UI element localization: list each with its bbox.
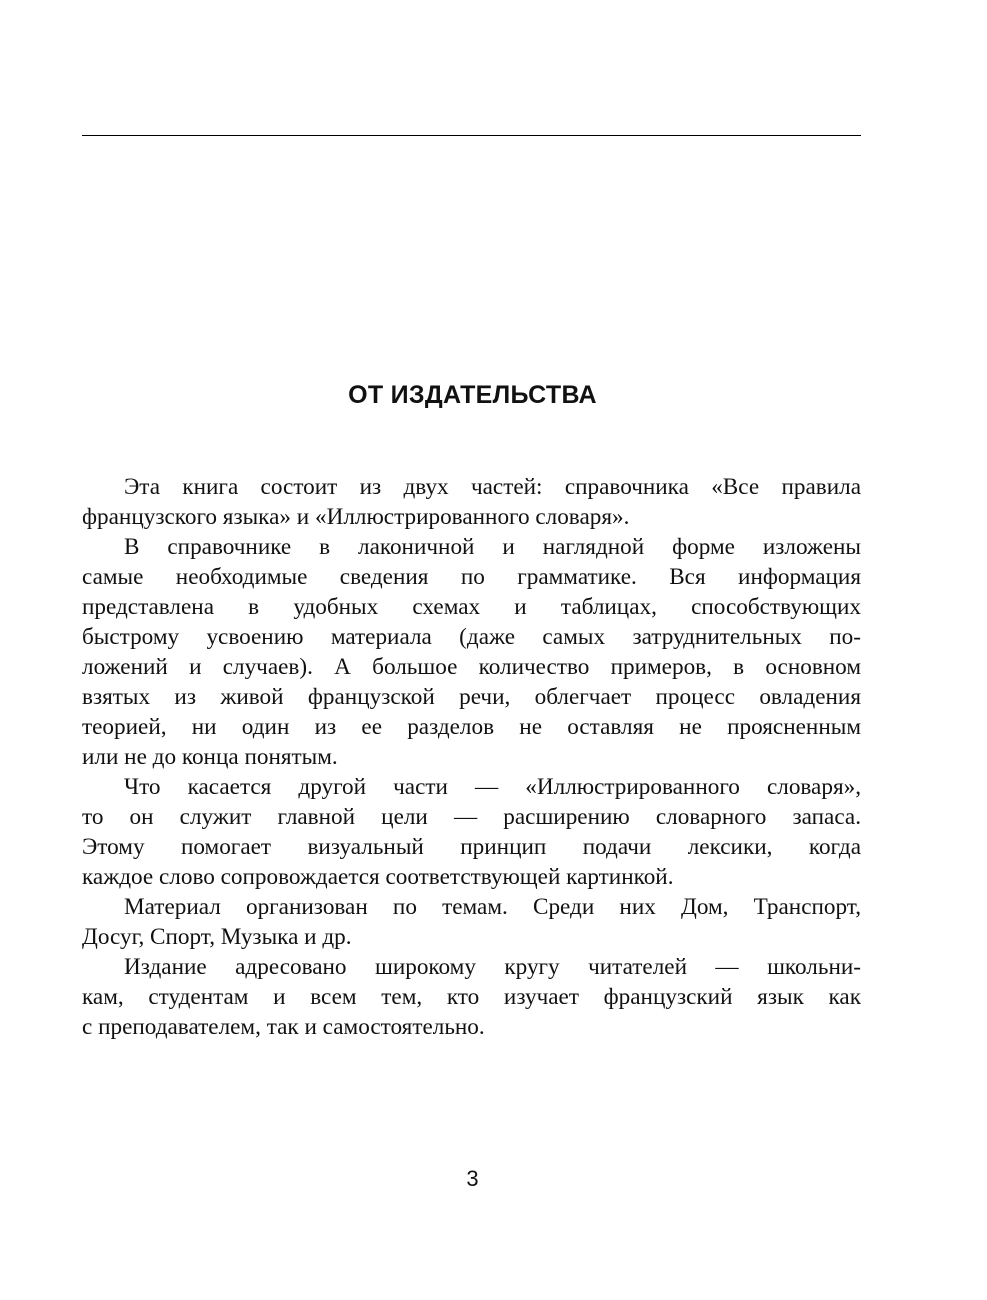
text-line: теорией, ни один из ее разделов не оставляя не проясненным bbox=[82, 714, 861, 740]
text-line: Что касается другой части — «Иллюстрированного словаря», bbox=[124, 774, 861, 800]
text-line: В справочнике в лаконичной и наглядной форме изложены bbox=[124, 534, 861, 560]
text-line: Эта книга состоит из двух частей: справочника «Все правила bbox=[124, 474, 861, 500]
paragraph-5 bbox=[82, 952, 861, 1042]
text-line: каждое слово сопровождается соответствующей картинкой. bbox=[82, 864, 674, 890]
text-line: Этому помогает визуальный принцип подачи лексики, когда bbox=[82, 834, 861, 860]
paragraph-4 bbox=[82, 892, 861, 952]
text-line: или не до конца понятым. bbox=[82, 744, 338, 770]
text-line: взятых из живой французской речи, облегчает процесс овладения bbox=[82, 684, 861, 710]
text-line: Издание адресовано широкому кругу читателей — школьни- bbox=[124, 954, 861, 980]
text-line: кам, студентам и всем тем, кто изучает французский язык как bbox=[82, 984, 861, 1010]
paragraph-3 bbox=[82, 772, 861, 892]
text-line: представлена в удобных схемах и таблицах, способствующих bbox=[82, 594, 861, 620]
page-number: 3 bbox=[466, 1166, 479, 1191]
text-line: Материал организован по темам. Среди них Дом, Транспорт, bbox=[124, 894, 861, 920]
text-line: французского языка» и «Иллюстрированного словаря». bbox=[82, 504, 630, 530]
text-line: Досуг, Спорт, Музыка и др. bbox=[82, 924, 352, 950]
page-title: ОТ ИЗДАТЕЛЬСТВА bbox=[348, 381, 597, 409]
text-line: с преподавателем, так и самостоятельно. bbox=[82, 1014, 485, 1040]
header-rule bbox=[82, 135, 861, 136]
text-line: быстрому усвоению материала (даже самых затруднительных по- bbox=[82, 624, 861, 650]
body-text bbox=[82, 472, 861, 1042]
text-line: самые необходимые сведения по грамматике. Вся информация bbox=[82, 564, 861, 590]
paragraph-1 bbox=[82, 472, 861, 532]
text-line: ложений и случаев). А большое количество примеров, в основном bbox=[82, 654, 861, 680]
text-line: то он служит главной цели — расширению словарного запаса. bbox=[82, 804, 861, 830]
paragraph-2 bbox=[82, 532, 861, 772]
